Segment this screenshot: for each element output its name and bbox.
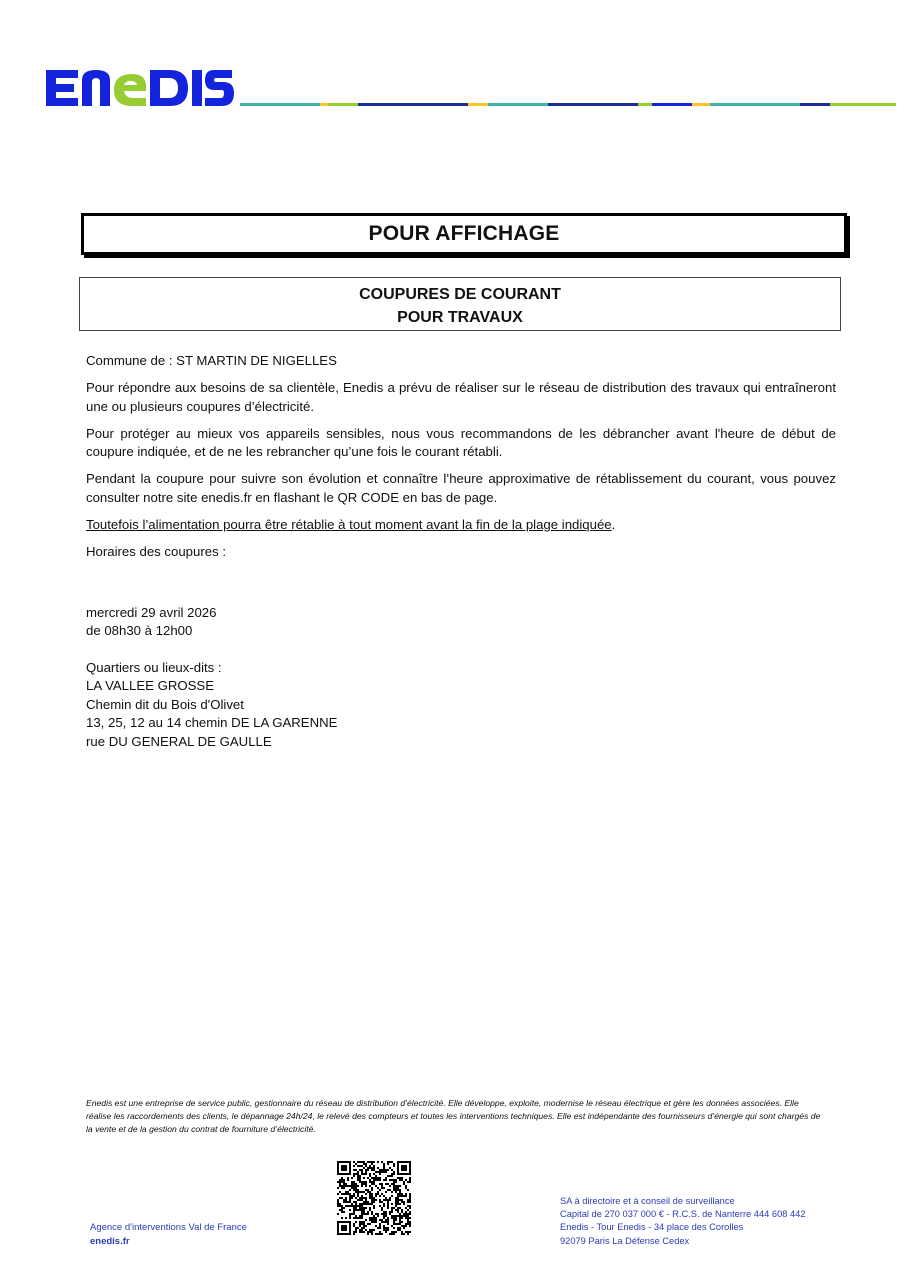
outage-date: mercredi 29 avril 2026 <box>86 604 217 620</box>
brand-stripe <box>240 103 896 106</box>
subtitle-line-2: POUR TRAVAUX <box>397 309 523 326</box>
notice-body <box>86 352 836 751</box>
commune-line: Commune de : ST MARTIN DE NIGELLES <box>86 353 337 368</box>
subtitle-line-1: COUPURES DE COURANT <box>359 286 561 303</box>
outage-time: de 08h30 à 12h00 <box>86 623 193 638</box>
company-info <box>560 1195 806 1248</box>
agency-block <box>90 1221 247 1248</box>
warning-text: Toutefois l’alimentation pourra être rétablie à tout moment avant la fin de la plage indiquée <box>86 516 612 532</box>
page-title: POUR AFFICHAGE <box>81 213 847 255</box>
warning-period: . <box>611 516 616 532</box>
website-link[interactable]: enedis.fr <box>90 1235 130 1247</box>
paragraph-3: Pendant la coupure pour suivre son évolution et connaître l’heure approximative de rétablissement du courant, vous pouvez consulter notre site enedis.fr en flashant le QR CODE en bas de page. <box>86 471 836 505</box>
legal-notice: Enedis est une entreprise de service public, gestionnaire du réseau de distribution d’électricité. Elle développe, exploite, modernise le réseau électrique et gère les données associées. Elle réalise les raccordements des clients, le dépannage 24h/24, le relevé des compteurs et toutes les interventions techniques. Elle est indépendante des fournisseurs d’énergie qui sont chargés de la vente et de la gestion du contrat de fourniture d’électricité. <box>86 1098 821 1134</box>
company-line: SA à directoire et à conseil de surveillance <box>560 1196 735 1206</box>
enedis-logo-icon <box>44 66 234 110</box>
place-item: rue DU GENERAL DE GAULLE <box>86 733 272 749</box>
paragraph-2: Pour protéger au mieux vos appareils sensibles, nous vous recommandons de les débrancher avant l'heure de début de coupure indiquée, et de ne les rebrancher qu’une fois le courant rétabli. <box>86 425 836 459</box>
company-line: Capital de 270 037 000 € - R.C.S. de Nanterre 444 608 442 <box>560 1209 806 1220</box>
place-item: Chemin dit du Bois d'Olivet <box>86 696 244 712</box>
company-line: 92079 Paris La Défense Cedex <box>560 1235 690 1246</box>
qr-code-icon[interactable] <box>337 1161 411 1235</box>
schedule-label: Horaires des coupures : <box>86 543 227 559</box>
warning-line <box>86 516 836 535</box>
place-item: LA VALLEE GROSSE <box>86 678 215 693</box>
notice-subtitle <box>79 277 841 331</box>
places-label: Quartiers ou lieux-dits : <box>86 659 222 675</box>
paragraph-1: Pour répondre aux besoins de sa clientèle, Enedis a prévu de réaliser sur le réseau de distribution des travaux qui entraîneront une ou plusieurs coupures d’électricité. <box>86 380 836 414</box>
agency-name: Agence d'interventions Val de France <box>90 1222 247 1233</box>
company-line: Enedis - Tour Enedis - 34 place des Corolles <box>560 1222 744 1233</box>
enedis-logo <box>44 66 234 110</box>
place-item: 13, 25, 12 au 14 chemin DE LA GARENNE <box>86 715 338 730</box>
